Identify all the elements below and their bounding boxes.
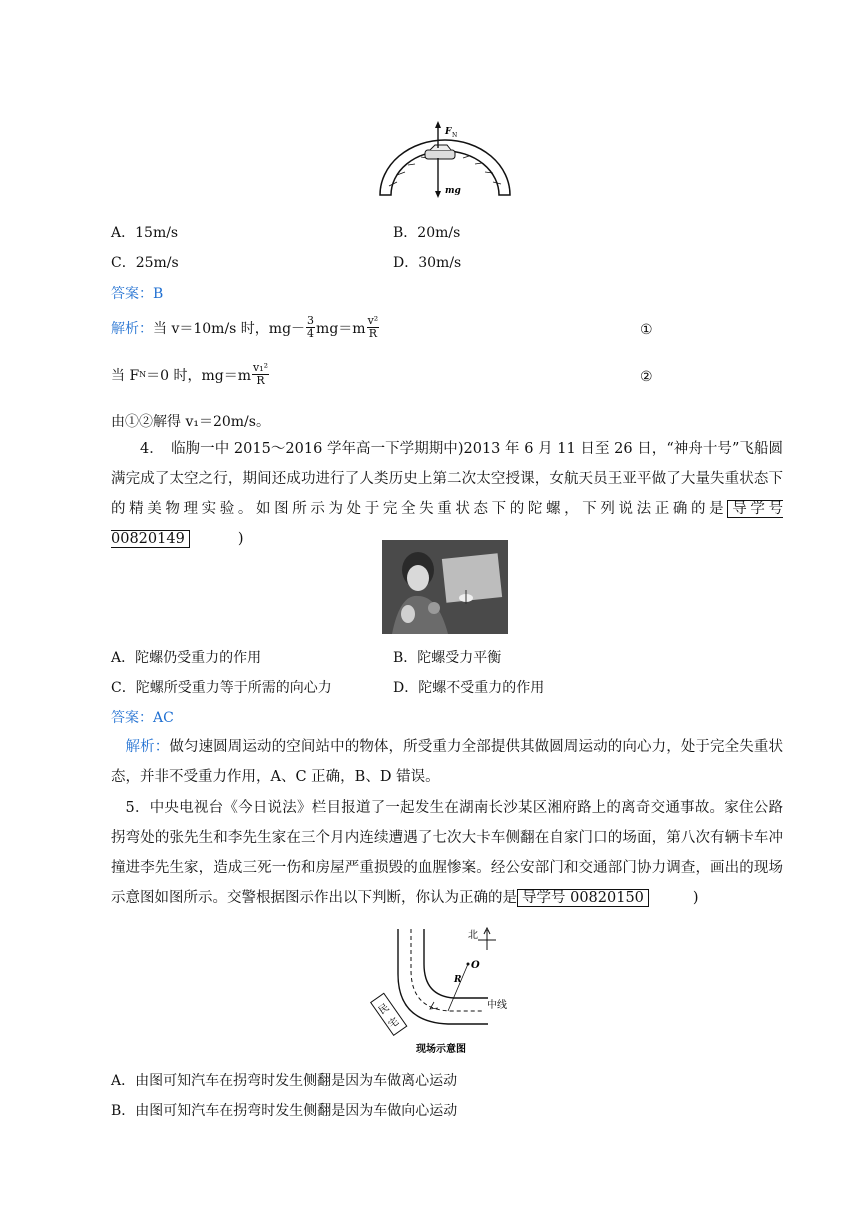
normal-force-label: F — [445, 127, 452, 137]
q4-option-b[interactable] — [393, 647, 501, 667]
equation-text: mg＝m — [316, 320, 366, 337]
equation-text: ＝0 时，mg＝m — [146, 367, 252, 384]
subscript: N — [139, 370, 147, 379]
equation-mark-2: ② — [640, 369, 653, 385]
equation-mark-1: ① — [640, 322, 653, 338]
analysis-text: 做匀速圆周运动的空间站中的物体，所受重力全部提供其做圆周运动的向心力，处于完全失重状态，并非不受重力作用，A、C 正确，B、D 错误。 — [111, 739, 783, 785]
stem-end: ) — [237, 531, 244, 547]
q4-option-a[interactable] — [111, 647, 261, 667]
q5-stem — [111, 793, 783, 913]
normal-force-sub: N — [452, 132, 458, 139]
option-letter: A． — [111, 650, 136, 666]
house-label-2: 宅 — [386, 1016, 402, 1031]
q3-analysis-line3: 由①②解得 v₁＝20m/s。 — [111, 414, 270, 430]
q3-option-a[interactable] — [111, 222, 178, 242]
option-text: 15m/s — [135, 225, 179, 241]
fraction-denominator: R — [368, 327, 378, 340]
house-box — [371, 993, 407, 1035]
fraction-numerator: 3 — [307, 314, 315, 327]
fraction-denominator: 4 — [307, 327, 315, 340]
option-text: 由图可知汽车在拐弯时发生侧翻是因为车做离心运动 — [135, 1073, 458, 1089]
q3-option-c[interactable] — [111, 252, 179, 272]
option-text: 20m/s — [417, 225, 461, 241]
option-letter: A． — [111, 225, 136, 241]
answer-value: AC — [153, 710, 174, 726]
stem-text: 4． 临朐一中 2015～2016 学年高一下学期期中)2013 年 6 月 11 日至 26 日，“神舟十号”飞船圆满完成了太空之行，期间还成功进行了人类历史上第二次太空授课，女航天员王亚平做了大量失重状态下的精美物理实验。如图所示为处于完全失重状态下的陀螺，下列说法正确的是 — [111, 441, 783, 517]
weight-label: mg — [445, 186, 461, 196]
center-label: O — [471, 960, 480, 971]
stem-text: 5．中央电视台《今日说法》栏目报道了一起发生在湖南长沙某区湘府路上的离奇交通事故。家住公路拐弯处的张先生和李先生家在三个月内连续遭遇了七次大卡车侧翻在自家门口的场面，第八次有辆卡车冲撞进李先生家，造成三死一伤和房屋严重损毁的血腥惨案。经公安部门和交通部门协力调查，画出的现场示意图如图所示。交警根据图示作出以下判断，你认为正确的是 — [111, 800, 783, 906]
midline-label: 中线 — [487, 1000, 507, 1011]
option-text: 陀螺不受重力的作用 — [418, 680, 545, 696]
q5-option-b[interactable] — [111, 1100, 457, 1120]
option-letter: B． — [111, 1103, 136, 1119]
astronaut-gyroscope-photo — [382, 540, 508, 634]
q3-option-d[interactable] — [393, 252, 461, 272]
option-letter: C． — [111, 255, 136, 271]
house-label-1: 民 — [376, 1002, 392, 1017]
option-text: 陀螺仍受重力的作用 — [135, 650, 262, 666]
option-letter: D． — [393, 680, 419, 696]
option-letter: B． — [393, 650, 418, 666]
option-text: 由图可知汽车在拐弯时发生侧翻是因为车做向心运动 — [135, 1103, 458, 1119]
option-letter: D． — [393, 255, 419, 271]
option-letter: B． — [393, 225, 418, 241]
fraction — [252, 362, 269, 387]
fraction-numerator: v² — [367, 314, 379, 327]
bridge-figure — [375, 120, 515, 200]
radius-label: R — [454, 975, 462, 985]
q4-analysis — [111, 732, 783, 792]
q4-stem — [111, 434, 783, 554]
q4-option-d[interactable] — [393, 677, 544, 697]
option-text: 30m/s — [418, 255, 462, 271]
option-letter: C． — [111, 680, 136, 696]
fraction-numerator: v₁² — [253, 361, 269, 374]
fraction-denominator: R — [256, 374, 265, 387]
analysis-label: 解析： — [111, 320, 153, 337]
option-text: 陀螺受力平衡 — [417, 650, 502, 666]
fraction — [306, 315, 315, 340]
q4-answer — [111, 707, 174, 727]
q3-answer — [111, 283, 163, 303]
answer-label: 答案： — [111, 286, 153, 302]
q3-option-b[interactable] — [393, 222, 460, 242]
q3-analysis-line2 — [111, 362, 270, 387]
reference-number-box: 导学号 00820149 — [111, 501, 783, 547]
q3-analysis-line1 — [111, 315, 380, 340]
q5-option-a[interactable] — [111, 1070, 457, 1090]
north-label: 北 — [468, 930, 478, 941]
option-text: 陀螺所受重力等于所需的向心力 — [135, 680, 332, 696]
option-text: 25m/s — [135, 255, 179, 271]
q4-option-c[interactable] — [111, 677, 332, 697]
option-letter: A． — [111, 1073, 136, 1089]
diagram-caption: 现场示意图 — [416, 1044, 466, 1055]
analysis-label: 解析： — [125, 739, 170, 755]
equation-text: 当 F — [111, 367, 140, 384]
stem-end: ) — [692, 890, 699, 906]
accident-scene-diagram — [368, 924, 518, 1059]
equation-text: 当 v＝10m/s 时，mg－ — [153, 320, 306, 337]
answer-value: B — [153, 286, 164, 302]
answer-label: 答案： — [111, 710, 153, 726]
fraction — [367, 315, 380, 340]
reference-number-box: 导学号 00820150 — [517, 889, 649, 907]
